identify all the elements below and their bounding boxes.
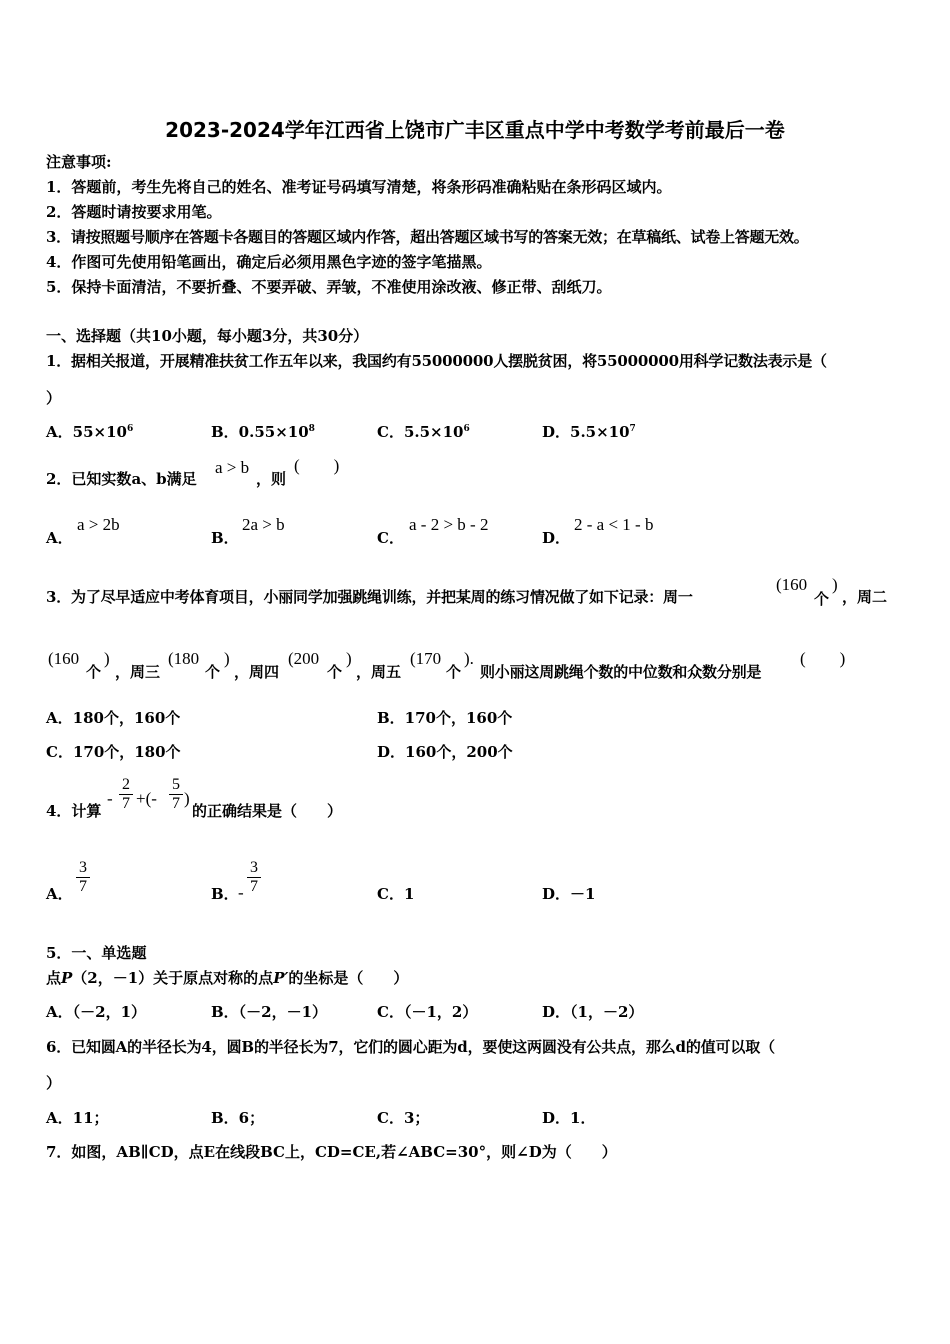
q3-option-c: C．170个，180个 xyxy=(46,743,181,761)
q3-unit: 个 xyxy=(446,663,462,681)
q1-stem: 1．据相关报道，开展精准扶贫工作五年以来，我国约有55000000人摆脱贫困，将55000000用科学记数法表示是（ xyxy=(46,352,827,370)
q3-answer-paren: ( ) xyxy=(800,649,846,668)
q3-tail: 则小丽这周跳绳个数的中位数和众数分别是 xyxy=(480,663,762,681)
q4-fraction: $\frac{5}{7}$ xyxy=(169,776,183,813)
q4-plus: +(- xyxy=(136,789,157,808)
q1-option-d: D．$5.5\times 10^7$ xyxy=(542,423,636,441)
q3-option-b: B．170个，160个 xyxy=(377,709,513,727)
q1-option-c: C．$5.5\times 10^6$ xyxy=(377,423,470,441)
q2-option-d-label: D． xyxy=(542,529,571,547)
q5-heading: 5．一、单选题 xyxy=(46,944,147,962)
q2-option-a-label: A． xyxy=(46,529,73,547)
q4-option-a-label: A． xyxy=(46,885,73,903)
q4-minus: - xyxy=(107,789,113,808)
q6-option-a: A．11； xyxy=(46,1109,109,1127)
q3-mon-value: (160 xyxy=(776,575,808,594)
q3-option-d: D．160个，200个 xyxy=(377,743,513,761)
q5-option-b: B．（－2，－1） xyxy=(211,1003,328,1021)
q2-option-c-label: C． xyxy=(377,529,404,547)
note-item: 5．保持卡面清洁，不要折叠、不要弄破、弄皱，不准使用涂改液、修正带、刮纸刀。 xyxy=(46,278,612,296)
q3-unit: 个 xyxy=(205,663,221,681)
section-heading: 一、选择题（共10小题，每小题3分，共30分） xyxy=(46,327,369,345)
q3-unit: 个 xyxy=(86,663,102,681)
q2-option-d: 2 - a < 1 - b xyxy=(574,515,654,534)
q3-wed-value: (180 xyxy=(168,649,200,668)
q3-wed-text: ，周三 xyxy=(115,663,161,681)
q3-unit: 个 xyxy=(327,663,343,681)
q6-option-c: C．3； xyxy=(377,1109,430,1127)
q5-stem: 点P（2，－1）关于原点对称的点P′的坐标是（ ） xyxy=(46,969,409,987)
q6-option-d: D．1． xyxy=(542,1109,596,1127)
q6-stem-end: ） xyxy=(46,1074,62,1092)
page-title: 2023-2024学年江西省上饶市广丰区重点中学中考数学考前最后一卷 xyxy=(165,118,785,142)
q4-stem-post: 的正确结果是（ ） xyxy=(192,802,343,820)
q4-stem: 4．计算 xyxy=(46,802,102,820)
q3-close: ) xyxy=(346,649,352,668)
q4-option-b: $\frac{3}{7}$ xyxy=(247,859,261,896)
q5-option-c: C．（－1，2） xyxy=(377,1003,478,1021)
q3-close: ) xyxy=(104,649,110,668)
note-item: 1．答题前，考生先将自己的姓名、准考证号码填写清楚，将条形码准确粘贴在条形码区域内。 xyxy=(46,178,672,196)
q7-stem: 7．如图，AB∥CD，点E在线段BC上，CD=CE,若∠ABC=30°，则∠D为（ ） xyxy=(46,1143,617,1161)
q1-option-a: A．$55\times 10^6$ xyxy=(46,423,134,441)
q3-thu-text: ，周四 xyxy=(234,663,280,681)
notes-heading: 注意事项: xyxy=(46,153,112,171)
q6-stem: 6．已知圆A的半径长为4，圆B的半径长为7，它们的圆心距为d，要使这两圆没有公共点，那么d的值可以取（ xyxy=(46,1038,775,1056)
q3-fri-text: ，周五 xyxy=(356,663,402,681)
q5-option-a: A．（－2，1） xyxy=(46,1003,147,1021)
q1-stem-end: ） xyxy=(46,389,62,407)
q3-close: ) xyxy=(832,575,838,594)
q3-close: ) xyxy=(224,649,230,668)
q4-option-a: $\frac{3}{7}$ xyxy=(76,859,90,896)
q4-option-d: D．－1 xyxy=(542,885,596,903)
q3-fri-value: (170 xyxy=(410,649,442,668)
q2-option-b: 2a > b xyxy=(242,515,285,534)
q2-condition: a > b xyxy=(215,458,250,477)
q3-option-a: A．180个，160个 xyxy=(46,709,181,727)
q2-stem-post: ，则 xyxy=(256,470,287,488)
q3-tue-value: (160 xyxy=(48,649,80,668)
q2-option-b-label: B． xyxy=(211,529,239,547)
note-item: 2．答题时请按要求用笔。 xyxy=(46,203,222,221)
q4-option-b-minus: - xyxy=(238,883,244,902)
q1-option-b: B．$0.55\times 10^8$ xyxy=(211,423,315,441)
note-item: 3．请按照题号顺序在答题卡各题目的答题区域内作答，超出答题区域书写的答案无效；在草稿纸、试卷上答题无效。 xyxy=(46,228,809,246)
q2-option-a: a > 2b xyxy=(77,515,120,534)
q4-option-c: C．1 xyxy=(377,885,415,903)
q4-option-b-label: B． xyxy=(211,885,239,903)
q2-stem: 2．已知实数a、b满足 xyxy=(46,470,197,488)
note-item: 4．作图可先使用铅笔画出，确定后必须用黑色字迹的签字笔描黑。 xyxy=(46,253,492,271)
q3-fri-close: ). xyxy=(464,649,474,668)
q5-option-d: D．（1，－2） xyxy=(542,1003,644,1021)
q2-answer-paren: ( ) xyxy=(294,456,340,475)
q4-fraction: $\frac{2}{7}$ xyxy=(119,776,133,813)
q3-thu-value: (200 xyxy=(288,649,320,668)
q2-option-c: a - 2 > b - 2 xyxy=(409,515,489,534)
q3-tue-text: ，周二 xyxy=(842,588,888,606)
q3-unit: 个 xyxy=(814,590,830,608)
q4-close: ) xyxy=(184,789,190,808)
q3-stem: 3．为了尽早适应中考体育项目，小丽同学加强跳绳训练，并把某周的练习情况做了如下记录：周一 xyxy=(46,588,693,606)
q6-option-b: B．6； xyxy=(211,1109,265,1127)
